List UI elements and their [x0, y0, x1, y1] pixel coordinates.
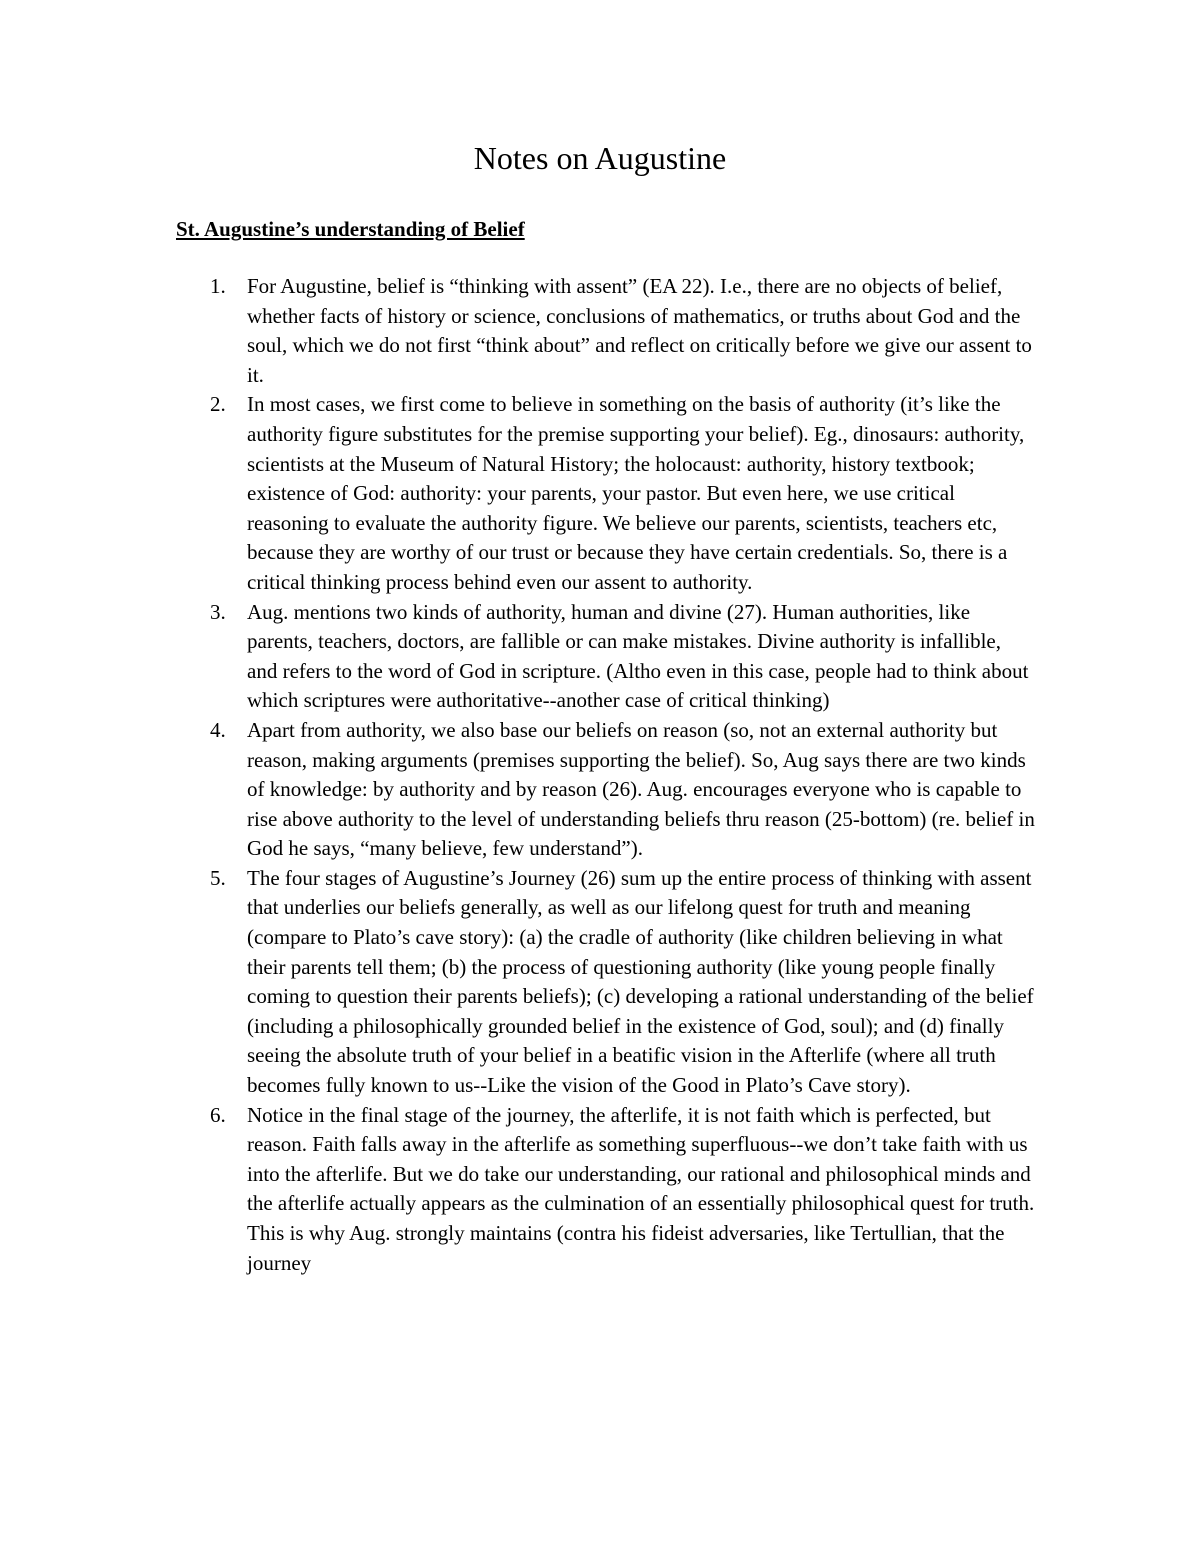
list-item-number: 3.	[210, 599, 226, 624]
list-item-text: For Augustine, belief is “thinking with assent” (EA 22). I.e., there are no objects of belief, whether facts of history or science, conclusions of mathematics, or truths about God and the soul, which we do not first “think about” and reflect on critically before we give our assent to it.	[247, 274, 1032, 387]
list-item-text: Aug. mentions two kinds of authority, human and divine (27). Human authorities, like parents, teachers, doctors, are fallible or can make mistakes. Divine authority is infallible, and refers to the word of God in scripture. (Altho even in this case, people had to think about which scriptures were authoritative--another case of critical thinking)	[247, 599, 1029, 713]
list-item-number: 5.	[210, 865, 226, 890]
list-item-number: 1.	[210, 274, 226, 298]
list-item-number: 4.	[210, 717, 226, 742]
list-item	[176, 1101, 1036, 1279]
list-item-number: 6.	[210, 1102, 226, 1127]
list-item-text: Notice in the final stage of the journey, the afterlife, it is not faith which is perfected, but reason. Faith falls away in the afterlife as something superfluous--we don’t take faith with us into the afterlife. But we do take our understanding, our rational and philosophical minds and the afterlife actually appears as the culmination of an essentially philosophical quest for truth. This is why Aug. strongly maintains (contra his fideist adversaries, like Tertullian, that the journey	[247, 1102, 1035, 1275]
notes-list	[176, 272, 1036, 1278]
list-item	[176, 716, 1036, 864]
list-item	[176, 864, 1036, 1101]
list-item-text: Apart from authority, we also base our beliefs on reason (so, not an external authority but reason, making arguments (premises supporting the belief). So, Aug says there are two kinds of knowledge: by authority and by reason (26). Aug. encourages everyone who is capable to rise above authority to the level of understanding beliefs thru reason (25-bottom) (re. belief in God he says, “many believe, few understand”).	[247, 717, 1035, 861]
list-item-text: In most cases, we first come to believe in something on the basis of authority (it’s like the authority figure substitutes for the premise supporting your belief). Eg., dinosaurs: authority, scientists at the Museum of Natural History; the holocaust: authority, history textbook; existence of God: authority: your parents, your pastor. But even here, we use critical reasoning to evaluate the authority figure. We believe our parents, scientists, teachers etc, because they are worthy of our trust or because they have certain credentials. So, there is a critical thinking process behind even our assent to authority.	[247, 392, 1025, 594]
list-item-number: 2.	[210, 392, 226, 417]
list-item	[176, 390, 1036, 597]
list-item	[176, 272, 1036, 390]
document-title: Notes on Augustine	[473, 140, 727, 176]
list-item	[176, 598, 1036, 716]
list-item-text: The four stages of Augustine’s Journey (26) sum up the entire process of thinking with assent that underlies our beliefs generally, as well as our lifelong quest for truth and meaning (compare to Plato’s cave story): (a) the cradle of authority (like children believing in what their parents tell them; (b) the process of questioning authority (like young people finally coming to question their parents beliefs); (c) developing a rational understanding of the belief (including a philosophically grounded belief in the existence of God, soul); and (d) finally seeing the absolute truth of your belief in a beatific vision in the Afterlife (where all truth becomes fully known to us--Like the vision of the Good in Plato’s Cave story).	[247, 865, 1034, 1098]
section-heading: St. Augustine’s understanding of Belief	[176, 217, 525, 241]
